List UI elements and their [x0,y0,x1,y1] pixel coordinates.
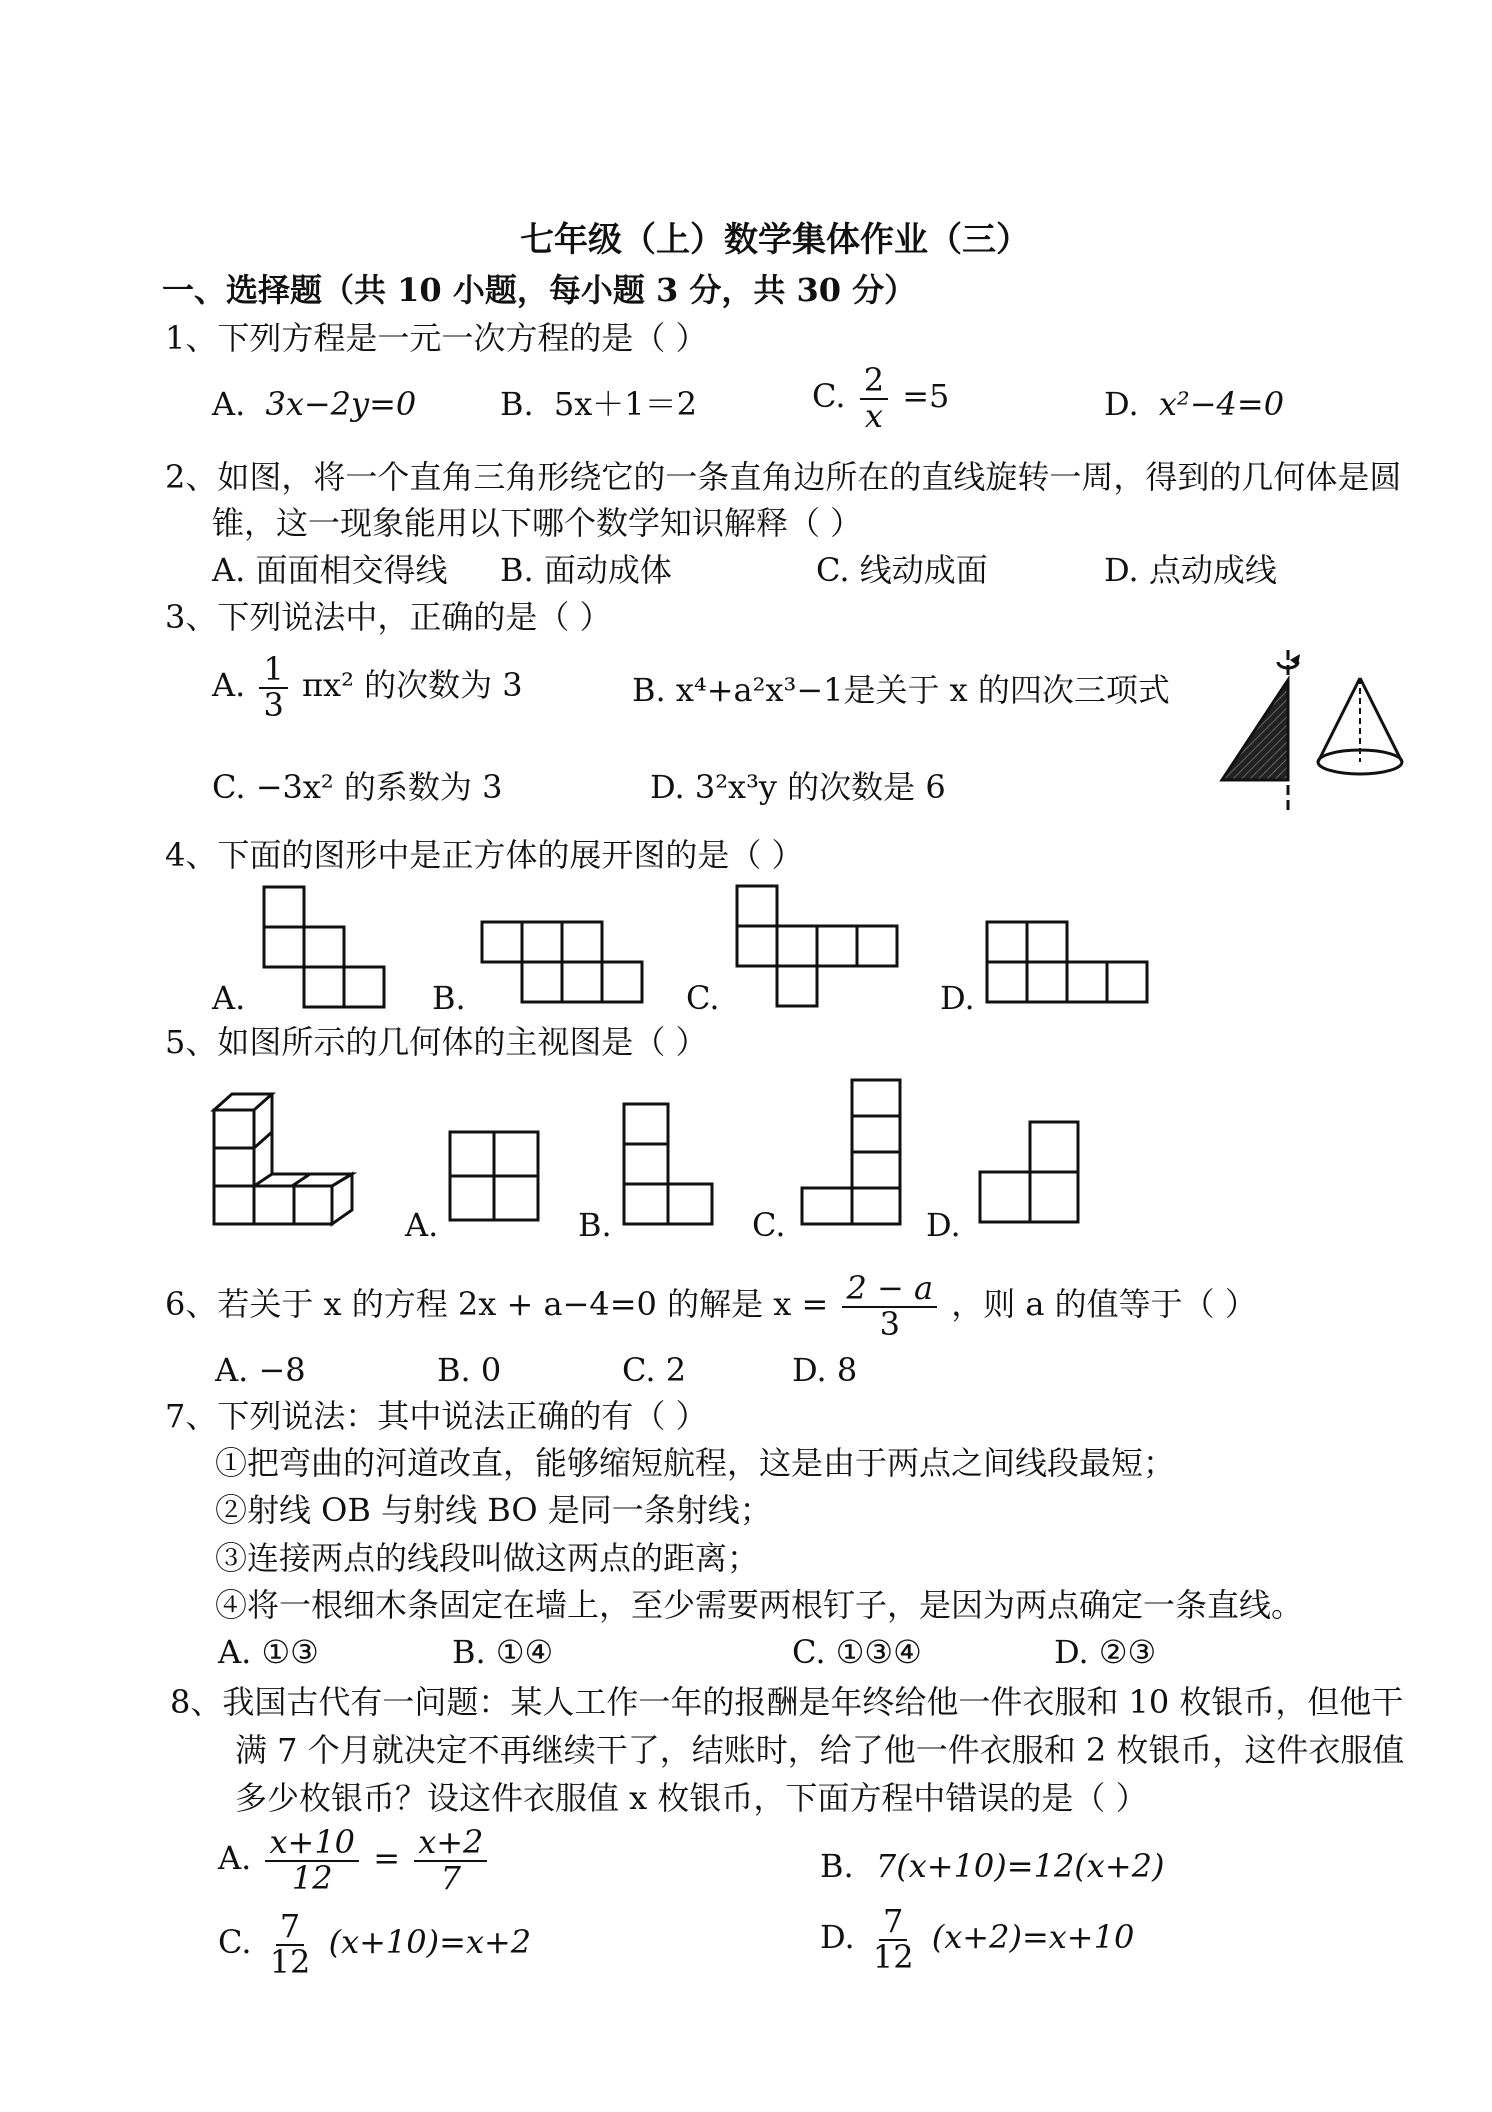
q7-option-d: D. ②③ [1054,1633,1157,1671]
q3-option-d: D. 3²x³y 的次数是 6 [650,768,946,806]
q3-option-c: C. −3x² 的系数为 3 [212,768,503,806]
q6-option-b: B. 0 [437,1351,502,1389]
q8-option-b: B. 7(x+10)=12(x+2) [820,1847,1165,1885]
q1-stem: 1、下列方程是一元一次方程的是（ ） [165,319,708,357]
q2-option-a: A. 面面相交得线 [212,551,448,589]
front-view-a [448,1130,544,1226]
q2-option-d: D. 点动成线 [1104,551,1277,589]
stacked-cubes-figure [210,1080,370,1230]
q7-stem: 7、下列说法：其中说法正确的有（ ） [165,1397,708,1435]
q2-option-c: C. 线动成面 [816,551,988,589]
q2-option-b: B. 面动成体 [500,551,672,589]
q5-stem: 5、如图所示的几何体的主视图是（ ） [165,1023,708,1061]
q4-label-b: B. [432,979,466,1017]
q6-option-d: D. 8 [792,1351,858,1389]
q2-stem-line1: 2、如图，将一个直角三角形绕它的一条直角边所在的直线旋转一周，得到的几何体是圆 [165,458,1402,496]
q1-option-c: C. $\frac{2}{x}$ =5 [812,361,950,435]
q7-option-a: A. ①③ [218,1633,319,1671]
front-view-c [800,1078,906,1228]
q5-label-b: B. [578,1206,612,1244]
q3-option-b: B. x⁴+a²x³−1是关于 x 的四次三项式 [632,671,1170,709]
q8-stem-line3: 多少枚银币？设这件衣服值 x 枚银币，下面方程中错误的是（ ） [235,1779,1148,1817]
q7-statement-3: ③连接两点的线段叫做这两点的距离； [215,1539,760,1577]
rotation-cone-figure [1210,640,1410,820]
q7-option-b: B. ①④ [452,1633,554,1671]
page-title: 七年级（上）数学集体作业（三） [520,220,1030,260]
q6-option-a: A. −8 [215,1351,306,1389]
q5-label-d: D. [926,1206,961,1244]
q1-option-d: D. x²−4=0 [1104,385,1285,423]
section-heading: 一、选择题（共 10 小题，每小题 3 分，共 30 分） [162,271,917,309]
q3-option-a: A. $\frac{1}{3}$ πx² 的次数为 3 [212,650,523,724]
front-view-d [978,1120,1084,1228]
cube-net-a [262,885,392,1009]
q4-label-c: C. [686,979,720,1017]
q4-label-a: A. [212,979,246,1017]
cube-net-d [985,920,1155,1008]
q3-stem: 3、下列说法中，正确的是（ ） [165,598,612,636]
q7-statement-2: ②射线 OB 与射线 BO 是同一条射线； [215,1491,772,1529]
cube-net-c [735,884,905,1010]
q5-label-a: A. [405,1206,439,1244]
q1-option-b: B. 5x＋1＝2 [500,385,697,423]
q8-option-c: C. $\frac{7}{12}$ (x+10)=x+2 [218,1907,532,1981]
q7-option-c: C. ①③④ [792,1633,922,1671]
q6-stem: 6、若关于 x 的方程 2x + a−4=0 的解是 x = $\frac{2 - a}{3}$ ，则 a 的值等于（ ） [165,1269,1257,1343]
cube-net-b [480,920,650,1008]
q8-option-a: A. $\frac{x+10}{12}$ = $\frac{x+2}{7}$ [218,1826,491,1895]
q6-option-c: C. 2 [622,1351,687,1389]
q1-option-a: A. 3x−2y=0 [212,385,417,423]
q4-label-d: D. [940,979,975,1017]
q8-stem-line1: 8、我国古代有一问题：某人工作一年的报酬是年终给他一件衣服和 10 枚银币，但他干 [170,1683,1404,1721]
q4-stem: 4、下面的图形中是正方体的展开图的是（ ） [165,836,804,874]
q8-option-d: D. $\frac{7}{12}$ (x+2)=x+10 [820,1902,1135,1976]
q2-stem-line2: 锥，这一现象能用以下哪个数学知识解释（ ） [212,504,863,542]
q7-statement-4: ④将一根细木条固定在墙上，至少需要两根钉子，是因为两点确定一条直线。 [215,1586,1304,1624]
q7-statement-1: ①把弯曲的河道改直，能够缩短航程，这是由于两点之间线段最短； [215,1444,1176,1482]
q5-label-c: C. [752,1206,786,1244]
q8-stem-line2: 满 7 个月就决定不再继续干了，结账时，给了他一件衣服和 2 枚银币，这件衣服值 [235,1731,1405,1769]
front-view-b [622,1102,718,1228]
